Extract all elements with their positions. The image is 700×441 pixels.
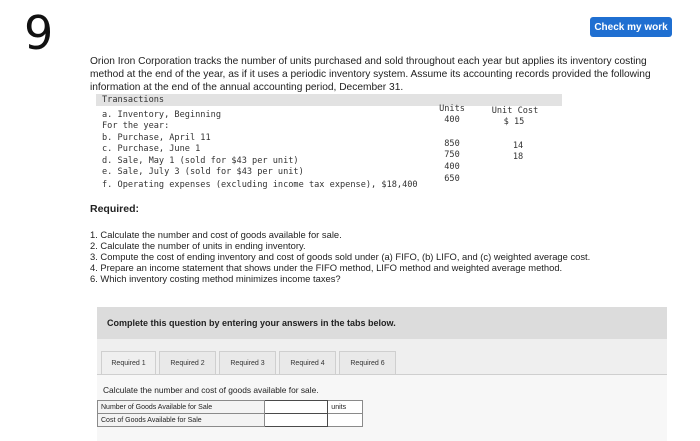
- units-header: Units: [439, 104, 465, 114]
- tab-prompt: Calculate the number and cost of goods available for sale.: [103, 385, 319, 395]
- tab-required-1[interactable]: [101, 351, 156, 375]
- tab-label: Required 2: [170, 360, 205, 367]
- tab-label: Required 3: [230, 360, 265, 367]
- transaction-line: f. Operating expenses (excluding income tax expense), $18,400: [102, 180, 418, 190]
- answer-table: [97, 400, 363, 427]
- tab-content: [97, 374, 667, 441]
- tab-label: Required 1: [111, 360, 146, 367]
- transactions-header-bar: [96, 94, 562, 106]
- transactions-table: [96, 94, 562, 192]
- check-my-work-button[interactable]: Check my work: [590, 17, 672, 37]
- cost-available-input[interactable]: [264, 414, 328, 427]
- answer-row-label: Cost of Goods Available for Sale: [98, 414, 265, 427]
- required-item: 3. Compute the cost of ending inventory and cost of goods sold under (a) FIFO, (b) LIFO, and (c) weighted average cost.: [90, 251, 591, 262]
- unit-cost-header: Unit Cost: [491, 106, 539, 116]
- required-heading: Required:: [90, 203, 140, 215]
- units-value: 400: [444, 115, 460, 125]
- transaction-line: c. Purchase, June 1: [102, 144, 201, 154]
- required-item: 6. Which inventory costing method minimizes income taxes?: [90, 273, 341, 284]
- tab-label: Required 4: [290, 360, 325, 367]
- required-item: 4. Prepare an income statement that shows under the FIFO method, LIFO method and weighted average method.: [90, 262, 563, 273]
- complete-instruction: Complete this question by entering your answers in the tabs below.: [107, 318, 396, 328]
- units-value: 850: [444, 139, 460, 149]
- answer-row-unit: units: [328, 401, 363, 414]
- tab-required-2[interactable]: [159, 351, 216, 375]
- answer-row: [98, 401, 363, 414]
- answer-tabs-panel: [97, 339, 667, 440]
- required-item: 2. Calculate the number of units in ending inventory.: [90, 240, 306, 251]
- required-list: [90, 229, 690, 284]
- transaction-line: b. Purchase, April 11: [102, 133, 211, 143]
- question-number: 9: [24, 6, 54, 60]
- units-value: 750: [444, 150, 460, 160]
- unit-cost-value: 14: [512, 141, 524, 151]
- tab-required-3[interactable]: [219, 351, 276, 375]
- unit-cost-value: $ 15: [503, 117, 525, 127]
- problem-intro: Orion Iron Corporation tracks the number of units purchased and sold throughout each year but applies its inventory costing method at the end of the year, as if it uses a periodic inventory system. Assume its accounting records provided the following information at the end of the annual accounting period, December 31.: [90, 56, 651, 93]
- number-available-input[interactable]: [264, 401, 328, 414]
- transaction-line: a. Inventory, Beginning: [102, 110, 221, 120]
- required-item: 1. Calculate the number and cost of goods available for sale.: [90, 229, 342, 240]
- units-value: 400: [444, 162, 460, 172]
- answer-row-label: Number of Goods Available for Sale: [98, 401, 265, 414]
- tab-label: Required 6: [350, 360, 385, 367]
- answer-row: [98, 414, 363, 427]
- units-value: 650: [444, 174, 460, 184]
- transaction-line: d. Sale, May 1 (sold for $43 per unit): [102, 156, 299, 166]
- answer-row-unit: [328, 414, 363, 427]
- tab-required-4[interactable]: [279, 351, 336, 375]
- transaction-line: For the year:: [102, 121, 170, 131]
- transactions-header: Transactions: [102, 95, 165, 105]
- complete-instruction-bar: [97, 307, 667, 339]
- tab-required-6[interactable]: [339, 351, 396, 375]
- transaction-line: e. Sale, July 3 (sold for $43 per unit): [102, 167, 304, 177]
- unit-cost-value: 18: [512, 152, 524, 162]
